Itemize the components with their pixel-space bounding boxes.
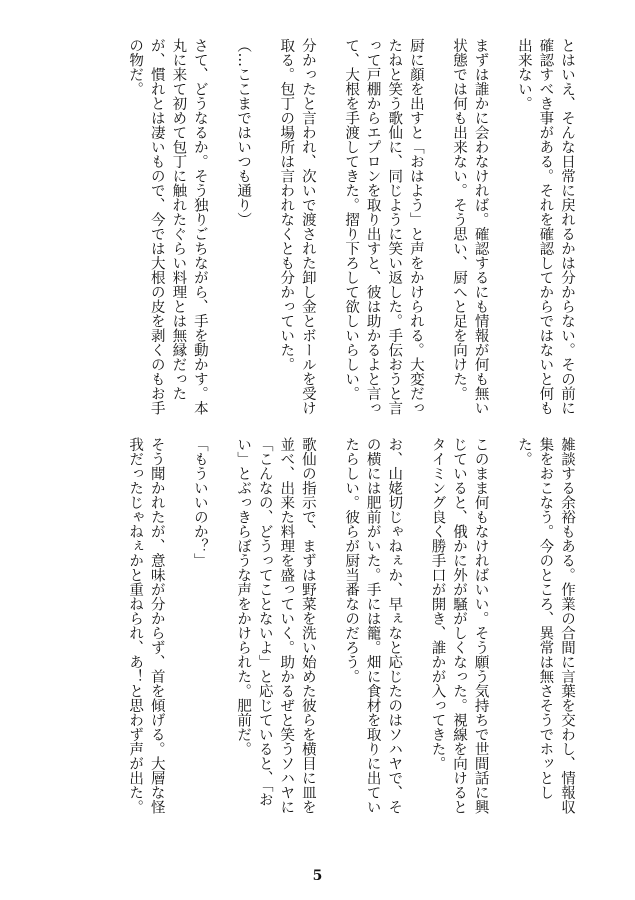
- paragraph: 歌仙の指示で、まずは野菜を洗い始めた彼らを横目に皿を並べ、出来た料理を盛っていく。助かるぜと笑うソハヤに「こんなの、どうってことないよ」と応じていると、「おい」とぶっきらぼうな声をかけられた。肥前だ。: [235, 437, 316, 814]
- dialogue-line: 「もういいのか？」: [191, 437, 208, 568]
- paragraph: 厨に顔を出すと「おはよう」と声をかけられる。大変だったねと笑う歌仙に、同じように笑い返した。手伝おうと言って戸棚からエプロンを取り出すと、彼は助かるよと言って、大根を手渡してきた。摺り下ろして欲しいらしい。: [343, 38, 424, 415]
- paragraph: このまま何もなければいい。そう願う気持ちで世間話に興じていると、俄かに外が騒がしくなった。視線を向けるとタイミング良く勝手口が開き、誰かが入ってきた。: [429, 437, 489, 814]
- blank-line: [491, 38, 513, 418]
- blank-line: [318, 437, 340, 817]
- inner-thought: （…ここまではいつも通り）: [235, 38, 252, 227]
- bottom-text-column: [58, 437, 577, 817]
- paragraph: 雑談する余裕もある。作業の合間に言葉を交わし、情報収集をおこなう。今のところ、異常は無さそうでホッとした。: [515, 437, 575, 814]
- blank-line: [404, 437, 426, 817]
- blank-line: [210, 38, 232, 418]
- paragraph: まずは誰かに会わなければ。確認するにも情報が何も無い状態では何も出来ない。そう思い、厨へと足を向けた。: [451, 38, 489, 415]
- page-number: 5: [312, 868, 323, 884]
- paragraph: そう聞かれたが、意味が分からず、首を傾げる。大層な怪我だったじゃねぇかと重ねられ、あ！と思わず声が出た。: [127, 437, 165, 814]
- blank-line: [426, 38, 448, 418]
- blank-line: [210, 437, 232, 817]
- blank-line: [491, 437, 513, 817]
- blank-line: [318, 38, 340, 418]
- blank-line: [253, 38, 275, 418]
- paragraph: 分かったと言われ、次いで渡された卸し金とボールを受け取る。包丁の場所は言われなくとも分かっていた。: [278, 38, 316, 415]
- paragraph: とはいえ、そんな日常に戻れるかは分からない。その前に確認すべき事がある。それを確認してからではないと何も出来ない。: [515, 38, 575, 415]
- top-text-column: [58, 38, 577, 418]
- bottom-text-block: [58, 437, 577, 817]
- paragraph: お、山姥切じゃねぇか、早ぇなと応じたのはソハヤで、その横には肥前がいた。手には籠。畑に食材を取りに出ていたらしい。彼らが厨当番なのだろう。: [343, 437, 403, 814]
- paragraph: さて、どうなるか。そう独りごちながら、手を動かす。本丸に来て初めて包丁に触れたぐらい料理とは無縁だったが、慣れとは凄いもので、今では大根の皮を剥くのもお手の物だ。: [127, 38, 208, 415]
- blank-line: [167, 437, 189, 817]
- top-text-block: [58, 38, 577, 418]
